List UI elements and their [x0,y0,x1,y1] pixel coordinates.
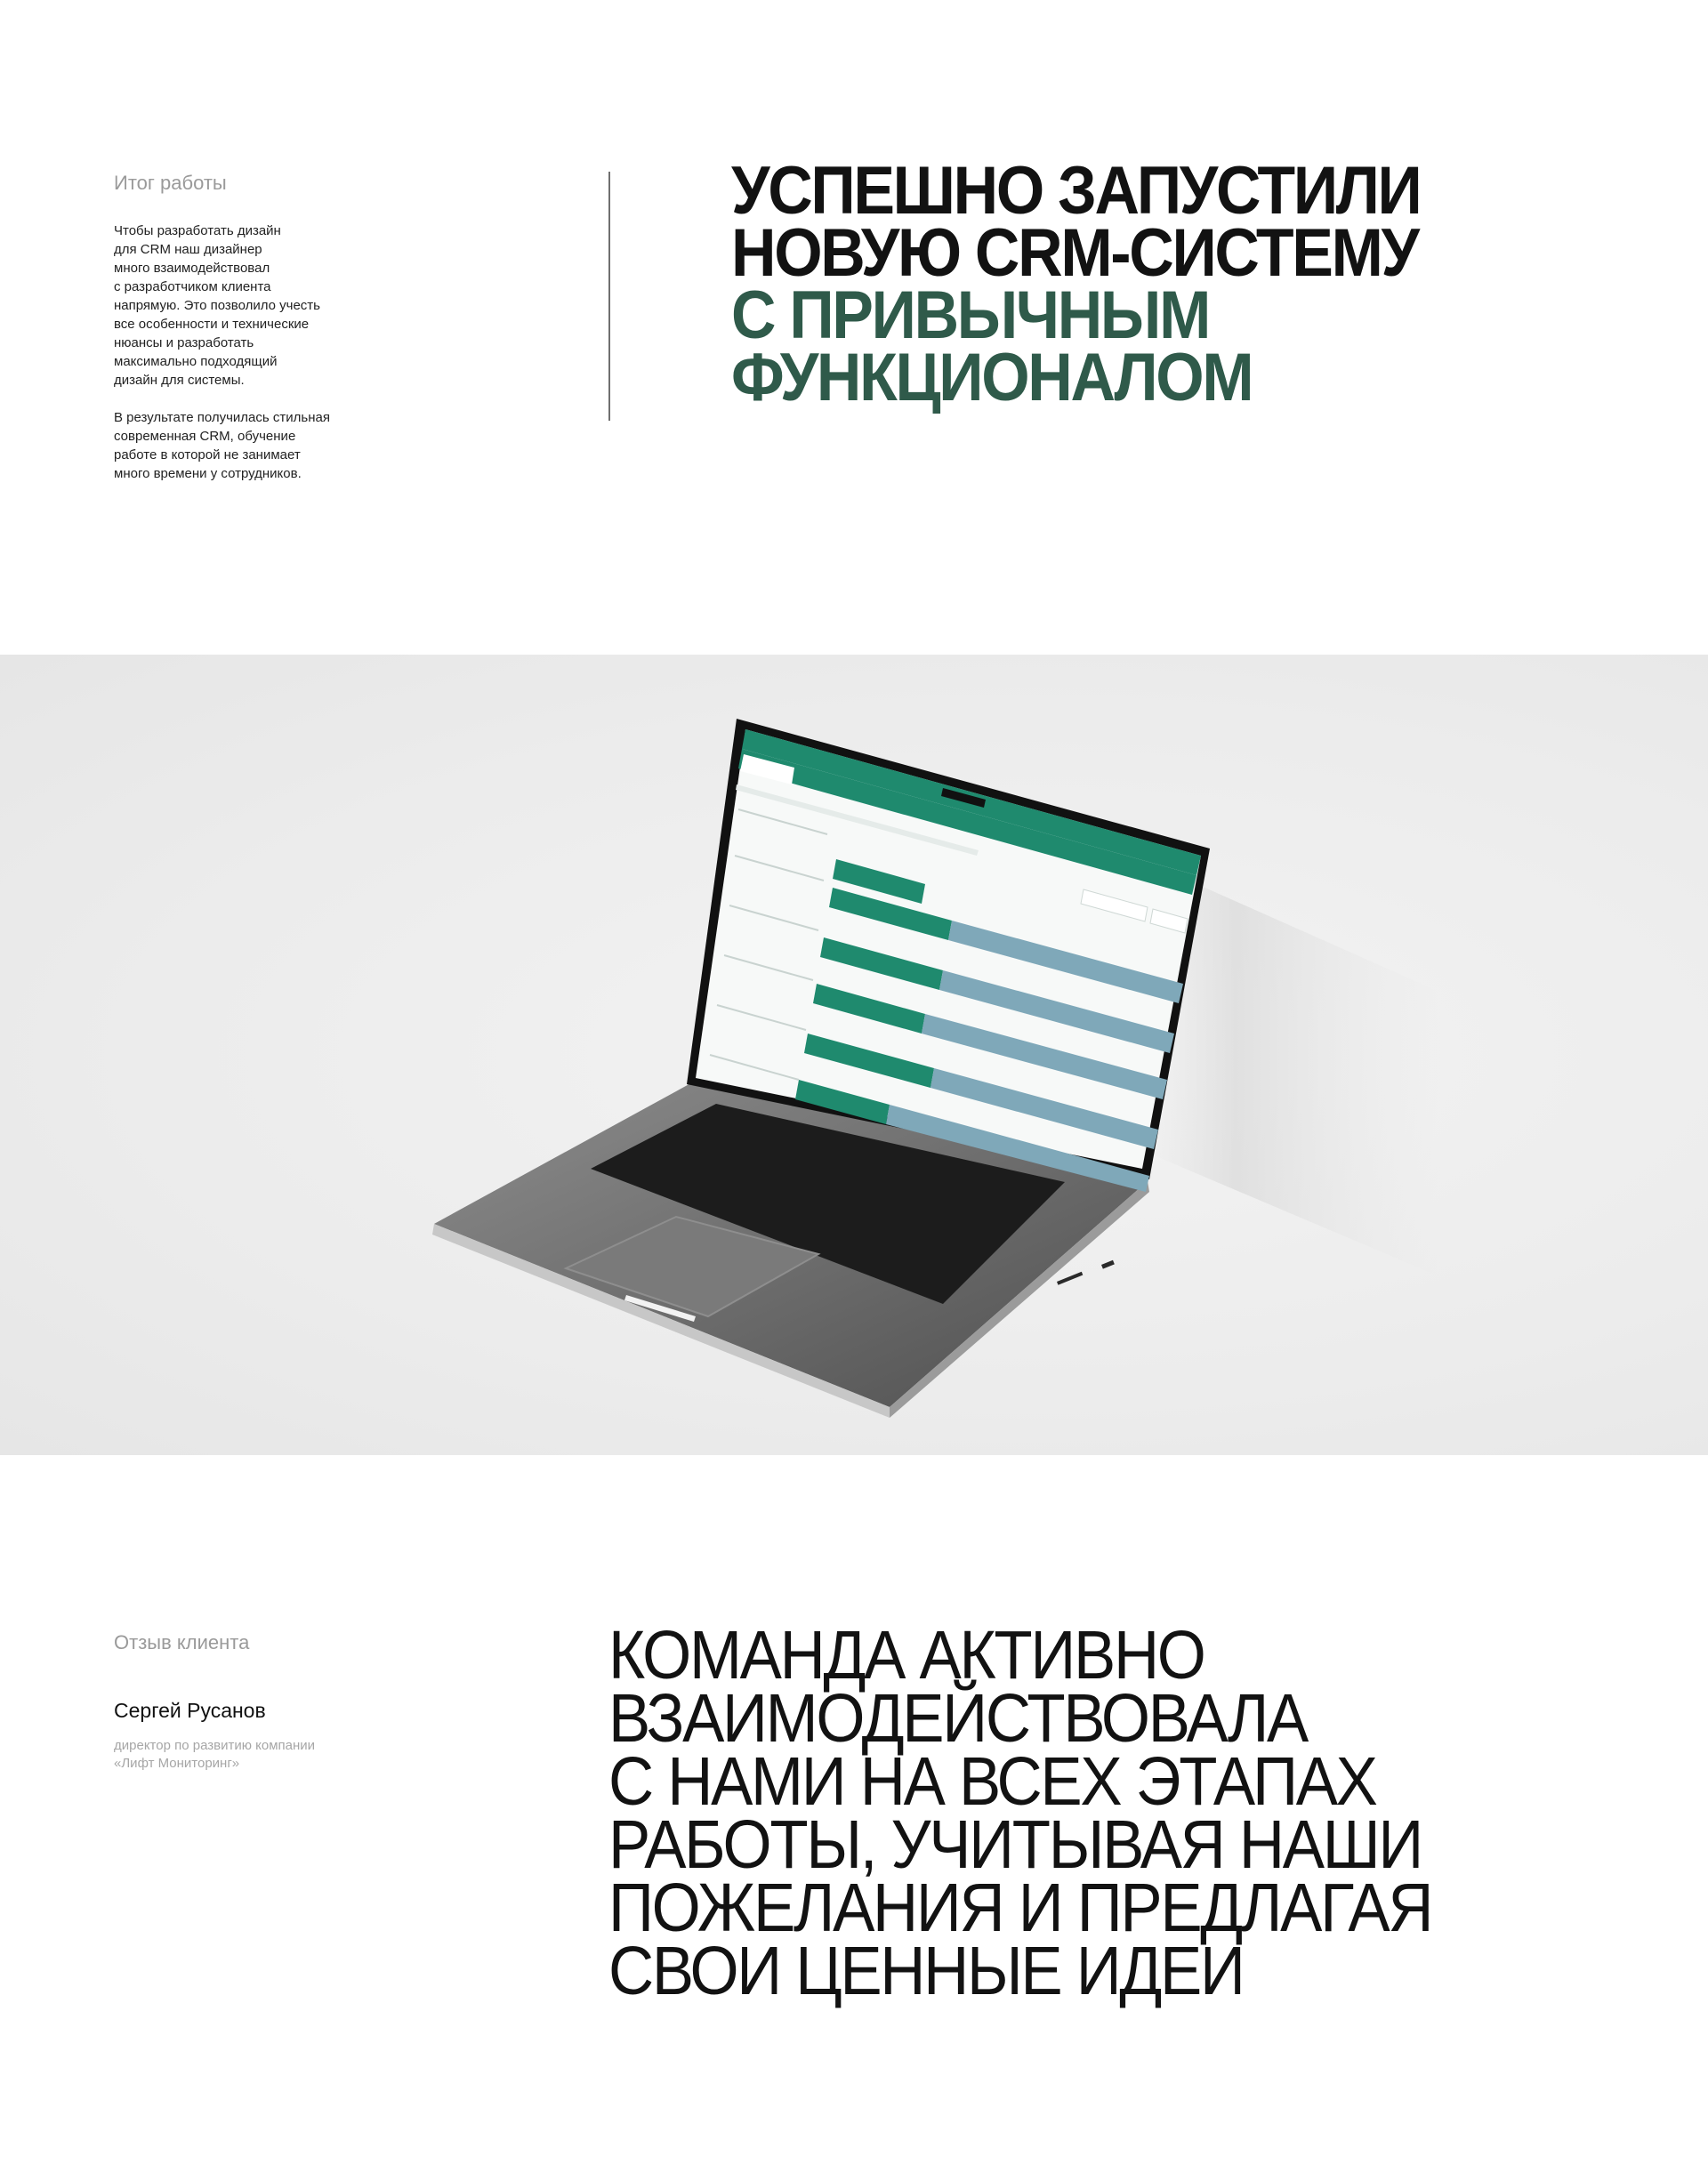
vertical-divider [608,172,610,421]
headline-line-3: С ПРИВЫЧНЫМ [731,278,1210,353]
result-paragraph-1: Чтобы разработать дизайн для CRM наш дизайнер много взаимодействовал с разработчиком клиента напрямую. Это позволило учесть все особенности и технические нюансы и разработать максимально подходящий дизайн для системы. [114,223,320,388]
headline-line-2: НОВУЮ CRM-СИСТЕМУ [731,215,1418,291]
section-label-review: Отзыв клиента [114,1631,250,1653]
client-quote: КОМАНДА АКТИВНО ВЗАИМОДЕЙСТВОВАЛА С НАМИ НА ВСЕХ ЭТАПАХ РАБОТЫ, УЧИТЫВАЯ НАШИ ПОЖЕЛАНИЯ И ПРЕДЛАГАЯ СВОИ ЦЕННЫЕ ИДЕИ [608,1617,1432,2009]
reviewer-name: Сергей Русанов [114,1699,266,1722]
laptop-showcase [0,655,1708,1455]
laptop-illustration [0,655,1708,1455]
result-description [114,221,381,502]
section-label-result: Итог работы [114,172,227,194]
result-paragraph-2: В результате получилась стильная современная CRM, обучение работе в которой не занимает много времени у сотрудников. [114,410,330,481]
reviewer-role: директор по развитию компании «Лифт Мониторинг» [114,1738,316,1771]
headline-line-1: УСПЕШНО ЗАПУСТИЛИ [731,153,1421,229]
result-headline [731,153,1421,415]
headline-line-4: ФУНКЦИОНАЛОМ [731,340,1253,415]
